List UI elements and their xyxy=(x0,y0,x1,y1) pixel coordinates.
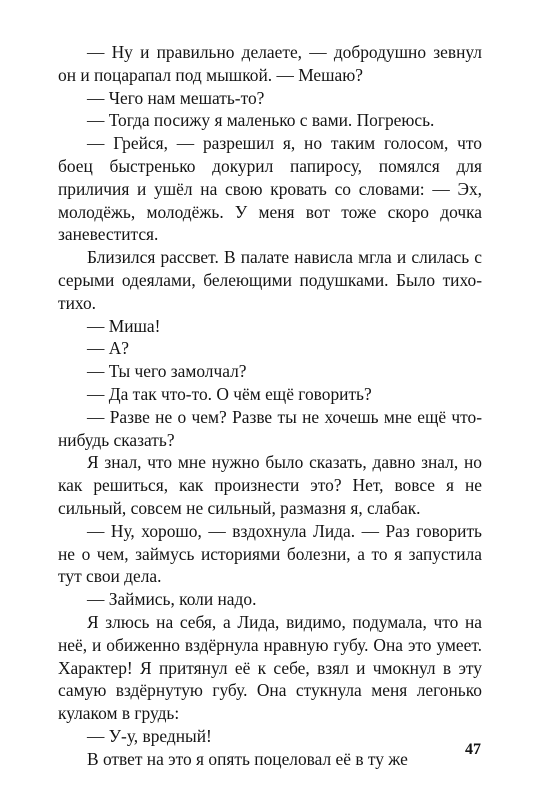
paragraph: — Займись, коли надо. xyxy=(87,589,257,610)
paragraph: — Ты чего замолчал? xyxy=(87,361,247,382)
paragraph: Я злюсь на себя, а Лида, видимо, подумала, что на неё, и обиженно вздёрнула нравную губу. Она это умеет. Характер! Я притянул её к себе, взял и чмокнул в эту самую вздёрнутую губу. Она стукнула меня легонько кулаком в грудь: xyxy=(58,611,482,724)
paragraph: Я знал, что мне нужно было сказать, давно знал, но как решиться, как произнести это? Нет, вовсе я не сильный, совсем не сильный, размазня я, слабак. xyxy=(58,452,482,518)
page-number: 47 xyxy=(465,741,481,758)
paragraph: — У-у, вредный! xyxy=(87,725,212,746)
paragraph: — Ну, хорошо, — вздохнула Лида. — Раз говорить не о чем, займусь историями болезни, а то я запустила тут свои дела. xyxy=(58,520,482,587)
paragraph: — Да так что-то. О чём ещё говорить? xyxy=(87,383,372,404)
paragraph: — Разве не о чем? Разве ты не хочешь мне ещё что-нибудь сказать? xyxy=(58,406,482,450)
paragraph: Близился рассвет. В палате нависла мгла и слилась с серыми одеялами, белеющими подушками. Было тихо-тихо. xyxy=(58,247,482,313)
paragraph: — Тогда посижу я маленько с вами. Погреюсь. xyxy=(87,110,435,131)
paragraph: — Грейся, — разрешил я, но таким голосом, что боец быстренько докурил папиросу, помялся для приличия и ушёл на свою кровать со словами: — Эх, молодёжь, молодёжь. У меня вот тоже скоро дочка заневестится. xyxy=(58,133,482,245)
paragraph: — Чего нам мешать-то? xyxy=(87,87,265,108)
paragraph: В ответ на это я опять поцеловал её в ту же xyxy=(87,748,408,769)
paragraph: — Ну и правильно делаете, — добродушно зевнул он и поцарапал под мышкой. — Мешаю? xyxy=(58,42,482,85)
body-text xyxy=(58,41,482,771)
paragraph: — Миша! xyxy=(87,315,161,336)
paragraph: — А? xyxy=(87,338,130,359)
